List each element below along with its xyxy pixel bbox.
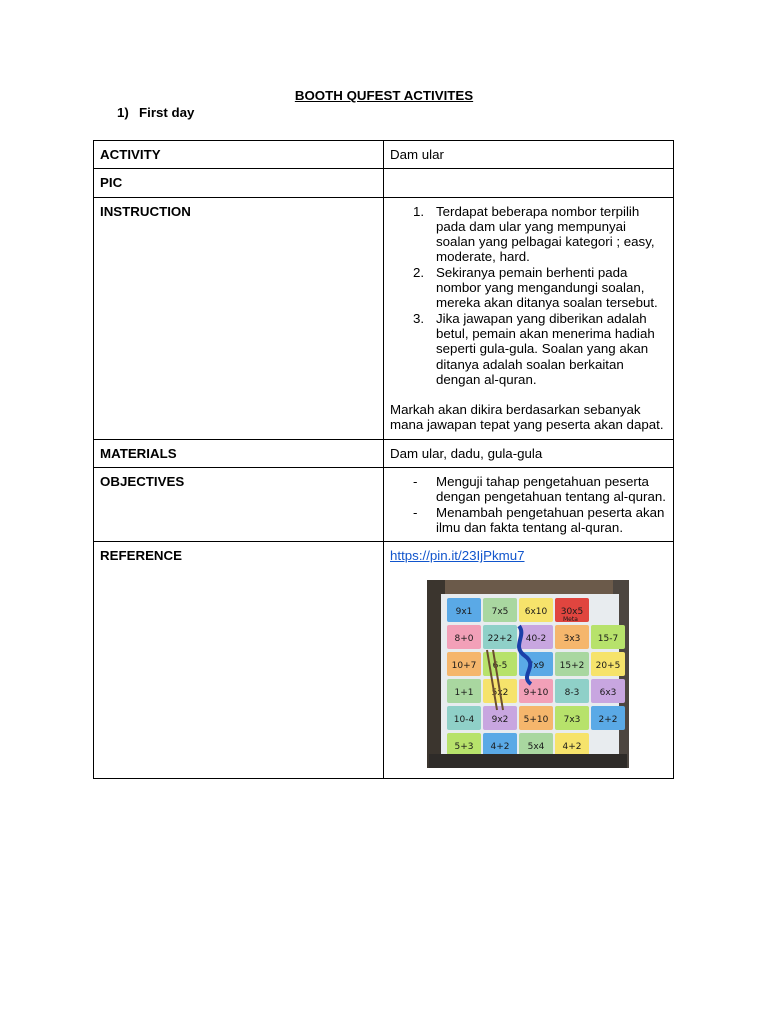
table-row (94, 141, 674, 169)
board-cell-label: 10-4 (453, 714, 475, 725)
activity-table (93, 140, 674, 779)
board-cell-label: 5x4 (527, 741, 545, 752)
instruction-list (413, 204, 667, 388)
list-item-text: Menguji tahap pengetahuan peserta dengan pengetahuan tentang al-quran. (436, 474, 666, 505)
objectives-list (413, 474, 667, 535)
activity-value: Dam ular (384, 141, 674, 169)
board-cell-label: 30x5 (560, 606, 584, 617)
board-cell-label: 8-3 (564, 687, 580, 698)
reference-value (384, 542, 674, 779)
board-cell-label: 22+2 (487, 633, 513, 644)
board-cell-label: 40-2 (525, 633, 547, 644)
list-marker: 1. (413, 203, 425, 219)
board-cell-label: 4+2 (490, 741, 510, 752)
list-marker: 2. (413, 264, 425, 280)
board-cell-label: 15+2 (559, 660, 585, 671)
table-row (94, 542, 674, 779)
reference-link[interactable]: https://pin.it/23IjPkmu7 (390, 548, 525, 564)
instruction-note: Markah akan dikira berdasarkan sebanyak mana jawapan tepat yang peserta akan dapat. (390, 402, 664, 433)
document-title: BOOTH QUFEST ACTIVITES (294, 88, 474, 103)
section-heading (117, 105, 194, 120)
board-cell-label: 1+1 (454, 687, 474, 698)
table-row (94, 468, 674, 542)
table-row (94, 197, 674, 439)
pic-value (384, 169, 674, 197)
activity-label: ACTIVITY (94, 141, 384, 169)
list-item (413, 474, 667, 505)
board-cell-label: 20+5 (595, 660, 621, 671)
instruction-label: INSTRUCTION (94, 197, 384, 439)
reference-label: REFERENCE (94, 542, 384, 779)
board-cell-label: 7x9 (527, 660, 545, 671)
table-row (94, 439, 674, 467)
board-cell-label: 4+2 (562, 741, 582, 752)
pic-label: PIC (94, 169, 384, 197)
objectives-value (384, 468, 674, 542)
board-cell-label: 9x2 (491, 714, 509, 725)
board-cell-label: 10+7 (451, 660, 477, 671)
board-cell-label: 6-5 (492, 660, 508, 671)
list-item (413, 265, 667, 311)
board-cell-label: 9+10 (523, 687, 549, 698)
list-item-text: Sekiranya pemain berhenti pada nombor yang mengandungi soalan, mereka akan ditanya soalan tersebut. (436, 264, 658, 311)
materials-label: MATERIALS (94, 439, 384, 467)
board-cell-label: 15-7 (597, 633, 619, 644)
board-cell-label: 2+2 (598, 714, 618, 725)
board-cell-label: 5x2 (491, 687, 509, 698)
list-marker: - (413, 474, 418, 490)
list-item-text: Menambah pengetahuan peserta akan ilmu dan fakta tentang al-quran. (436, 504, 665, 535)
board-cell-label: 5+10 (523, 714, 549, 725)
section-number: 1) (117, 105, 129, 120)
list-marker: - (413, 504, 418, 520)
photo-bottom-shadow (429, 754, 627, 768)
list-item-text: Jika jawapan yang diberikan adalah betul, pemain akan menerima hadiah seperti gula-gula. Soalan yang akan ditanya adalah soalan berkaitan dengan al-quran. (436, 310, 655, 387)
materials-value: Dam ular, dadu, gula-gula (384, 439, 674, 467)
board-cell-label: 6x3 (599, 687, 617, 698)
list-item (413, 311, 667, 387)
board-cell-label: 7x3 (563, 714, 581, 725)
board-cell-label: 6x10 (524, 606, 548, 617)
table-row (94, 169, 674, 197)
instruction-value (384, 197, 674, 439)
board-cell-label: 9x1 (455, 606, 473, 617)
board-cell-label: 3x3 (563, 633, 581, 644)
board-cell-label: 5+3 (454, 741, 474, 752)
list-item-text: Terdapat beberapa nombor terpilih pada dam ular yang mempunyai soalan yang pelbagai kategori ; easy, moderate, hard. (436, 203, 655, 265)
objectives-label: OBJECTIVES (94, 468, 384, 542)
board-cell-label: 7x5 (491, 606, 509, 617)
section-title: First day (139, 105, 195, 120)
list-marker: 3. (413, 310, 425, 326)
snakes-and-ladders-photo (427, 580, 629, 768)
board-finish-label: Meta (563, 615, 578, 623)
list-item (413, 204, 667, 265)
board-cell-label: 8+0 (454, 633, 474, 644)
list-item (413, 505, 667, 536)
